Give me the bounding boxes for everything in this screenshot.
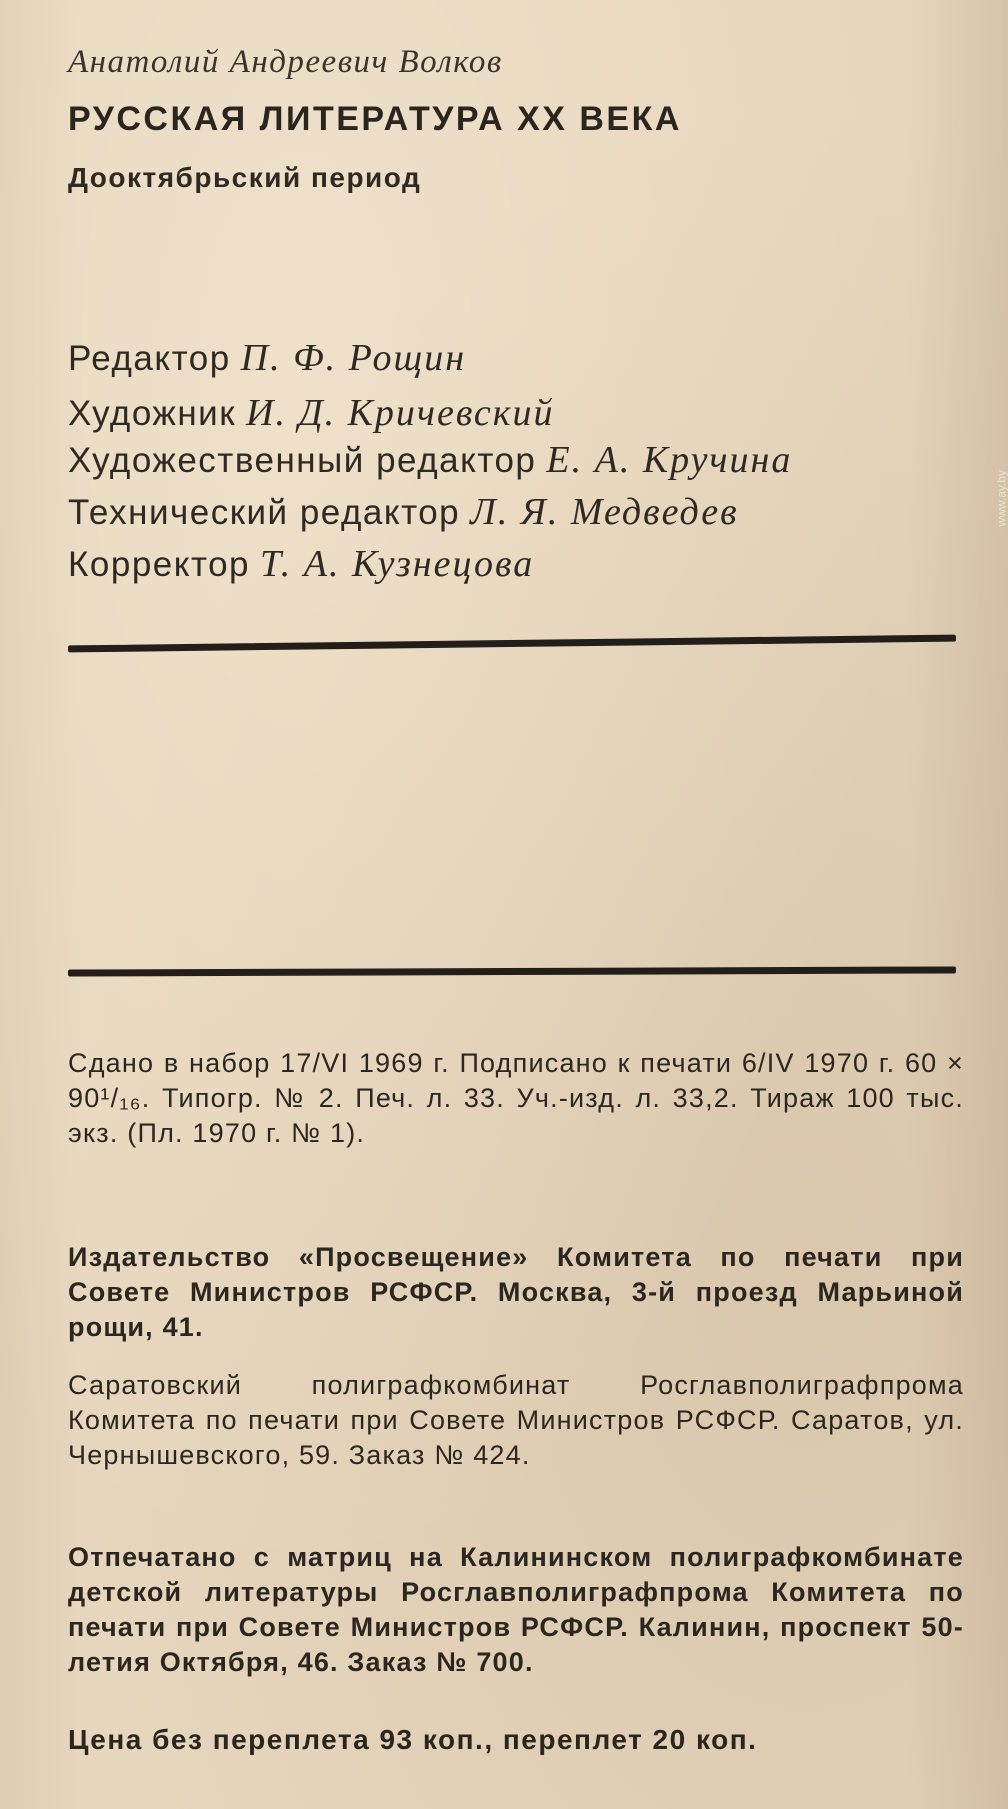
imprint-printer: Саратовский полиграфкомбинат Росглавполиграфпрома Комитета по печати при Совете Министров РСФСР. Саратов, ул. Чернышевского, 59. Заказ № 424.	[68, 1370, 964, 1470]
watermark: www.ay.by	[994, 470, 1008, 527]
credit-artist	[68, 391, 555, 435]
upper-divider-rule	[68, 635, 956, 653]
imprint-publisher: Издательство «Просвещение» Комитета по печати при Совете Министров РСФСР. Москва, 3-й проезд Марьиной рощи, 41.	[68, 1242, 964, 1342]
credit-person: Е. А. Кручина	[546, 439, 793, 481]
book-author: Анатолий Андреевич Волков	[68, 44, 503, 80]
book-title: РУССКАЯ ЛИТЕРАТУРА XX ВЕКА	[68, 100, 682, 138]
credit-person: П. Ф. Рощин	[240, 337, 467, 379]
credit-role: Корректор	[68, 545, 251, 584]
credit-tech-editor	[68, 490, 739, 534]
credit-role: Технический редактор	[68, 493, 461, 532]
imprint-printed-from: Отпечатано с матриц на Калининском полиграфкомбинате детской литературы Росглавполиграфпрома Комитета по печати при Совете Министров РСФСР. Калинин, проспект 50-летия Октября, 46. Заказ № 700.	[68, 1542, 964, 1677]
credit-role: Художественный редактор	[68, 441, 537, 480]
lower-divider-rule	[68, 966, 956, 976]
book-subtitle: Дооктябрьский период	[68, 162, 422, 193]
imprint-price: Цена без переплета 93 коп., переплет 20 коп.	[68, 1724, 758, 1755]
credit-editor	[68, 336, 466, 380]
credit-role: Художник	[68, 394, 237, 433]
credit-person: Т. А. Кузнецова	[260, 543, 535, 585]
credit-proofreader	[68, 542, 534, 586]
credit-role: Редактор	[68, 339, 231, 378]
credit-person: И. Д. Кричевский	[246, 392, 555, 434]
imprint-typesetting: Сдано в набор 17/VI 1969 г. Подписано к печати 6/IV 1970 г. 60 × 90¹/₁₆. Типогр. № 2. Печ. л. 33. Уч.-изд. л. 33,2. Тираж 100 тыс. экз. (Пл. 1970 г. № 1).	[68, 1048, 964, 1148]
credit-art-editor	[68, 438, 792, 482]
credit-person: Л. Я. Медведев	[470, 491, 739, 533]
